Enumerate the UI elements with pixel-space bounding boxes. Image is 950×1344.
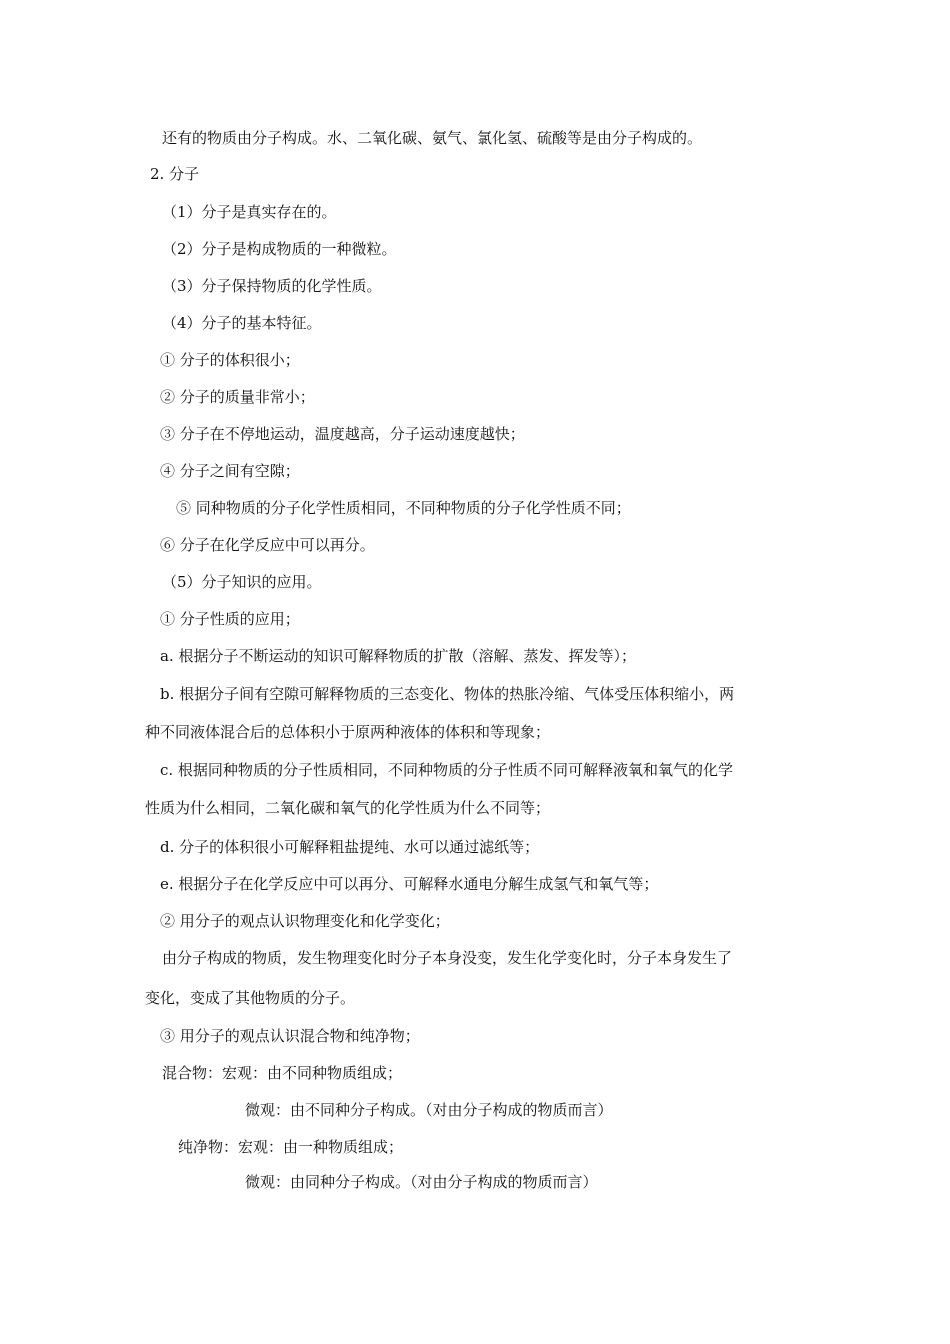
text-line: （2）分子是构成物质的一种微粒。 bbox=[162, 240, 397, 258]
text-line: 种不同液体混合后的总体积小于原两种液体的体积和等现象； bbox=[145, 723, 551, 741]
text-line: （1）分子是真实存在的。 bbox=[162, 203, 337, 221]
text-line: 混合物：宏观：由不同种物质组成； bbox=[162, 1064, 403, 1082]
text-line: ④ 分子之间有空隙； bbox=[160, 462, 300, 480]
text-line: d. 分子的体积很小可解释粗盐提纯、水可以通过滤纸等； bbox=[160, 838, 540, 856]
text-line: ③ 分子在不停地运动，温度越高，分子运动速度越快； bbox=[160, 425, 525, 443]
text-line: （5）分子知识的应用。 bbox=[162, 573, 322, 591]
text-line: ③ 用分子的观点认识混合物和纯净物； bbox=[160, 1027, 420, 1045]
text-line: ⑤ 同种物质的分子化学性质相同，不同种物质的分子化学性质不同； bbox=[176, 499, 631, 517]
text-line: b. 根据分子间有空隙可解释物质的三态变化、物体的热胀冷缩、气体受压体积缩小，两 bbox=[160, 685, 735, 703]
text-line: ② 用分子的观点认识物理变化和化学变化； bbox=[160, 912, 450, 930]
text-line: ⑥ 分子在化学反应中可以再分。 bbox=[160, 536, 375, 554]
section-heading: 2. 分子 bbox=[150, 165, 200, 183]
text-line: ① 分子性质的应用； bbox=[160, 610, 300, 628]
text-line: ① 分子的体积很小； bbox=[160, 351, 300, 369]
text-line: 还有的物质由分子构成。水、二氧化碳、氨气、氯化氢、硫酸等是由分子构成的。 bbox=[162, 129, 703, 147]
text-line: （4）分子的基本特征。 bbox=[162, 314, 322, 332]
text-line: 微观：由不同种分子构成。（对由分子构成的物质而言） bbox=[245, 1101, 613, 1119]
text-line: e. 根据分子在化学反应中可以再分、可解释水通电分解生成氢气和氧气等； bbox=[160, 875, 659, 893]
text-line: 变化，变成了其他物质的分子。 bbox=[145, 989, 356, 1007]
text-line: ② 分子的质量非常小； bbox=[160, 388, 315, 406]
text-line: c. 根据同种物质的分子性质相同，不同种物质的分子性质不同可解释液氧和氧气的化学 bbox=[160, 761, 733, 779]
text-line: （3）分子保持物质的化学性质。 bbox=[162, 277, 382, 295]
text-line: 微观：由同种分子构成。（对由分子构成的物质而言） bbox=[245, 1173, 598, 1191]
text-line: 由分子构成的物质，发生物理变化时分子本身没变，发生化学变化时，分子本身发生了 bbox=[162, 949, 733, 967]
text-line: 性质为什么相同，二氧化碳和氧气的化学性质为什么不同等； bbox=[145, 799, 551, 817]
text-line: 纯净物：宏观：由一种物质组成； bbox=[178, 1138, 404, 1156]
text-line: a. 根据分子不断运动的知识可解释物质的扩散（溶解、蒸发、挥发等）； bbox=[160, 647, 636, 665]
